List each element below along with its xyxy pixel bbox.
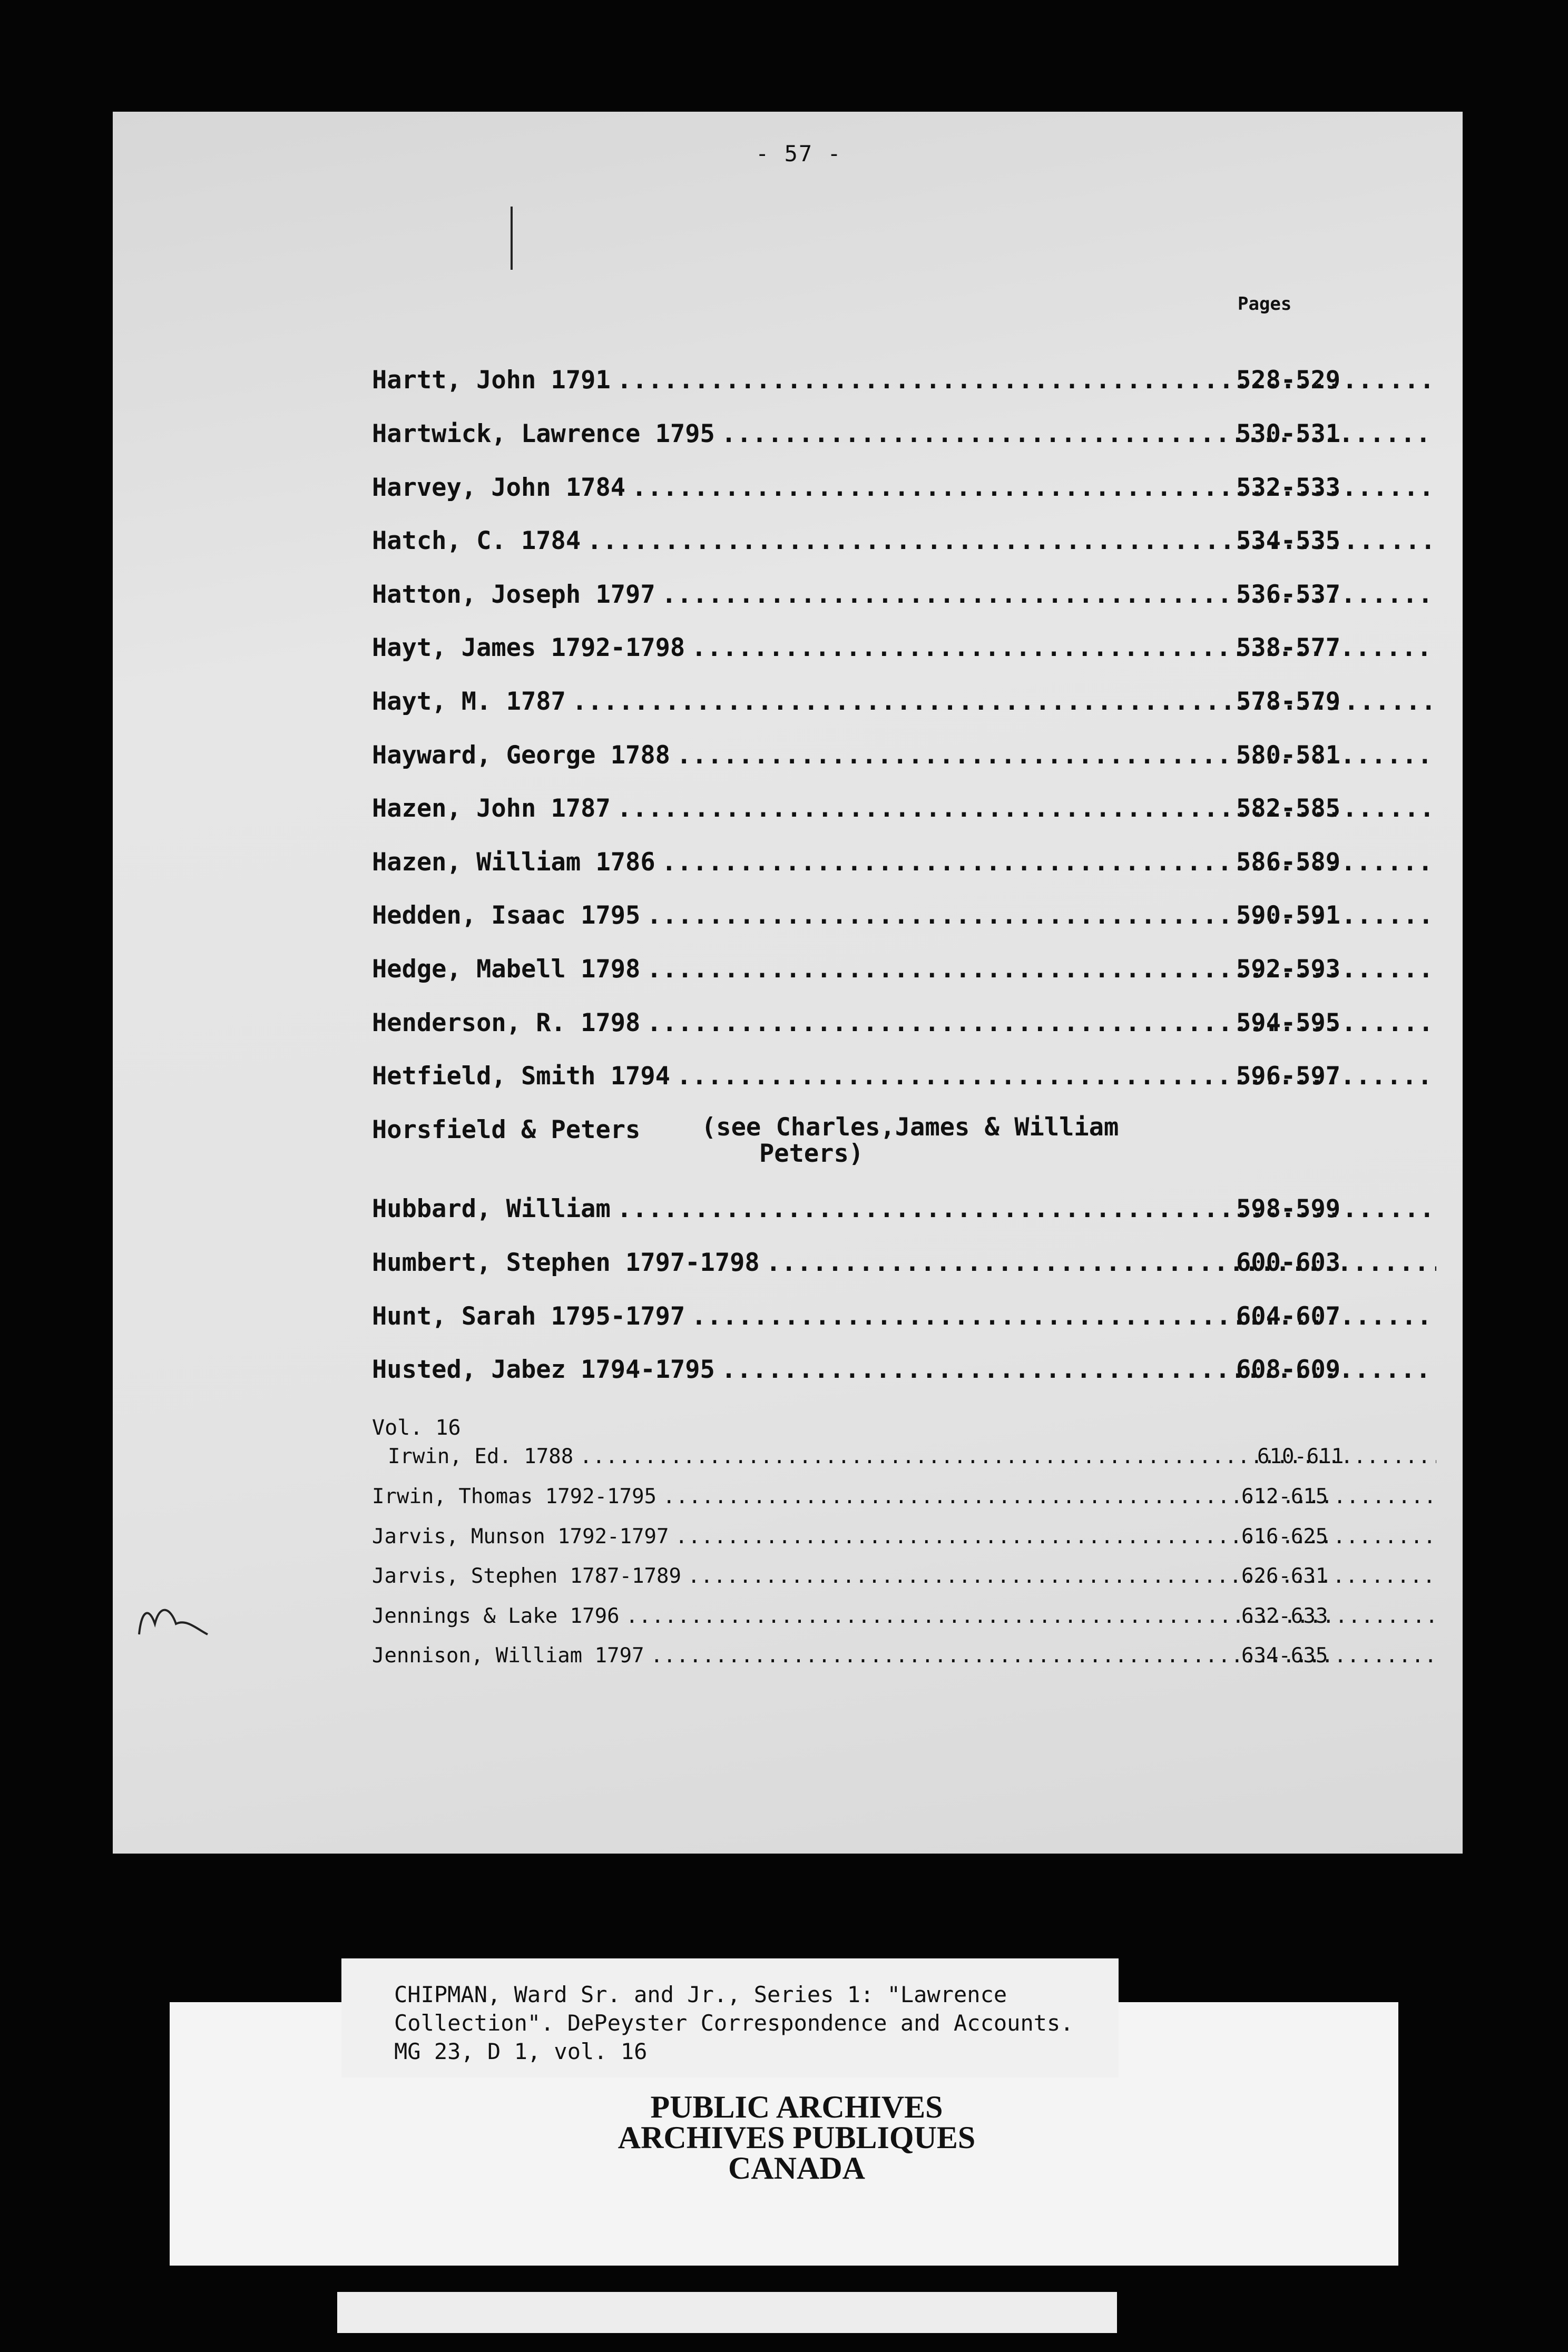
document-page [113,112,1463,1854]
index-entry: Hatton, Joseph 1797 ..... 536-537 [372,580,1436,612]
see-entry-ref-line1: (see Charles,James & William [701,1113,1119,1142]
archives-stamp [507,2090,1086,2186]
archives-line2: ARCHIVES PUBLIQUES [618,2120,976,2155]
caption-line3: MG 23, D 1, vol. 16 [394,2039,648,2064]
see-entry-ref-line2: Peters) [759,1139,864,1168]
caption-line2: Collection". DePeyster Correspondence and Accounts. [394,2010,1074,2036]
index-entry: Husted, Jabez 1794-1795 ..... 608-609 [372,1355,1436,1387]
index-entry: Jarvis, Munson 1792-1797 ..... 616-625 [372,1525,1436,1556]
index-entry: Hazen, William 1786 ..... 586-589 [372,848,1436,879]
index-entry: Harvey, John 1784 ..... 532-533 [372,473,1436,505]
index-entry: Hartt, John 1791 ..... 528-529 [372,366,1436,397]
index-entry: Hedden, Isaac 1795 ..... 590-591 [372,901,1436,933]
index-entry: Hayt, James 1792-1798 ..... 538-577 [372,633,1436,665]
index-entry: Jennings & Lake 1796 ..... 632-633 [372,1604,1436,1636]
index-entry: Irwin, Ed. 1788 ..... 610-611 [388,1445,1436,1476]
index-entry: Irwin, Thomas 1792-1795 ..... 612-615 [372,1485,1436,1516]
handwritten-mark [129,1587,213,1650]
index-entry: Hazen, John 1787 ..... 582-585 [372,794,1436,826]
page-number: - 57 - [756,141,842,166]
archives-line3: CANADA [728,2151,865,2186]
pencil-mark [511,207,513,270]
index-entry: Hunt, Sarah 1795-1797 ..... 604-607 [372,1302,1436,1334]
caption-line1: CHIPMAN, Ward Sr. and Jr., Series 1: "Lawrence [394,1982,1007,2007]
index-entry: Hatch, C. 1784 ..... 534-535 [372,526,1436,558]
volume-label: Vol. 16 [372,1416,461,1440]
see-entry-name: Horsfield & Peters [372,1115,641,1144]
index-entry: Hedge, Mabell 1798 ..... 592-593 [372,955,1436,986]
index-entry: Jennison, William 1797 ..... 634-635 [372,1644,1436,1675]
index-entry: Humbert, Stephen 1797-1798 ..... 600-603 [372,1248,1436,1280]
index-entry: Hartwick, Lawrence 1795 ..... 530-531 [372,419,1436,451]
see-reference-entry [372,1113,1119,1168]
pages-column-header: Pages [1238,293,1292,315]
index-entry: Hetfield, Smith 1794 ..... 596-597 [372,1062,1436,1093]
archives-line1: PUBLIC ARCHIVES [650,2090,943,2124]
index-entry: Henderson, R. 1798 ..... 594-595 [372,1008,1436,1040]
collection-caption [341,1958,1119,2077]
index-entry: Hubbard, William ..... 598-599 [372,1194,1436,1226]
index-entry: Jarvis, Stephen 1787-1789 ..... 626-631 [372,1564,1436,1596]
index-entry: Hayt, M. 1787 ..... 578-579 [372,687,1436,719]
bottom-strip [337,2292,1117,2333]
index-entry: Hayward, George 1788 ..... 580-581 [372,741,1436,772]
